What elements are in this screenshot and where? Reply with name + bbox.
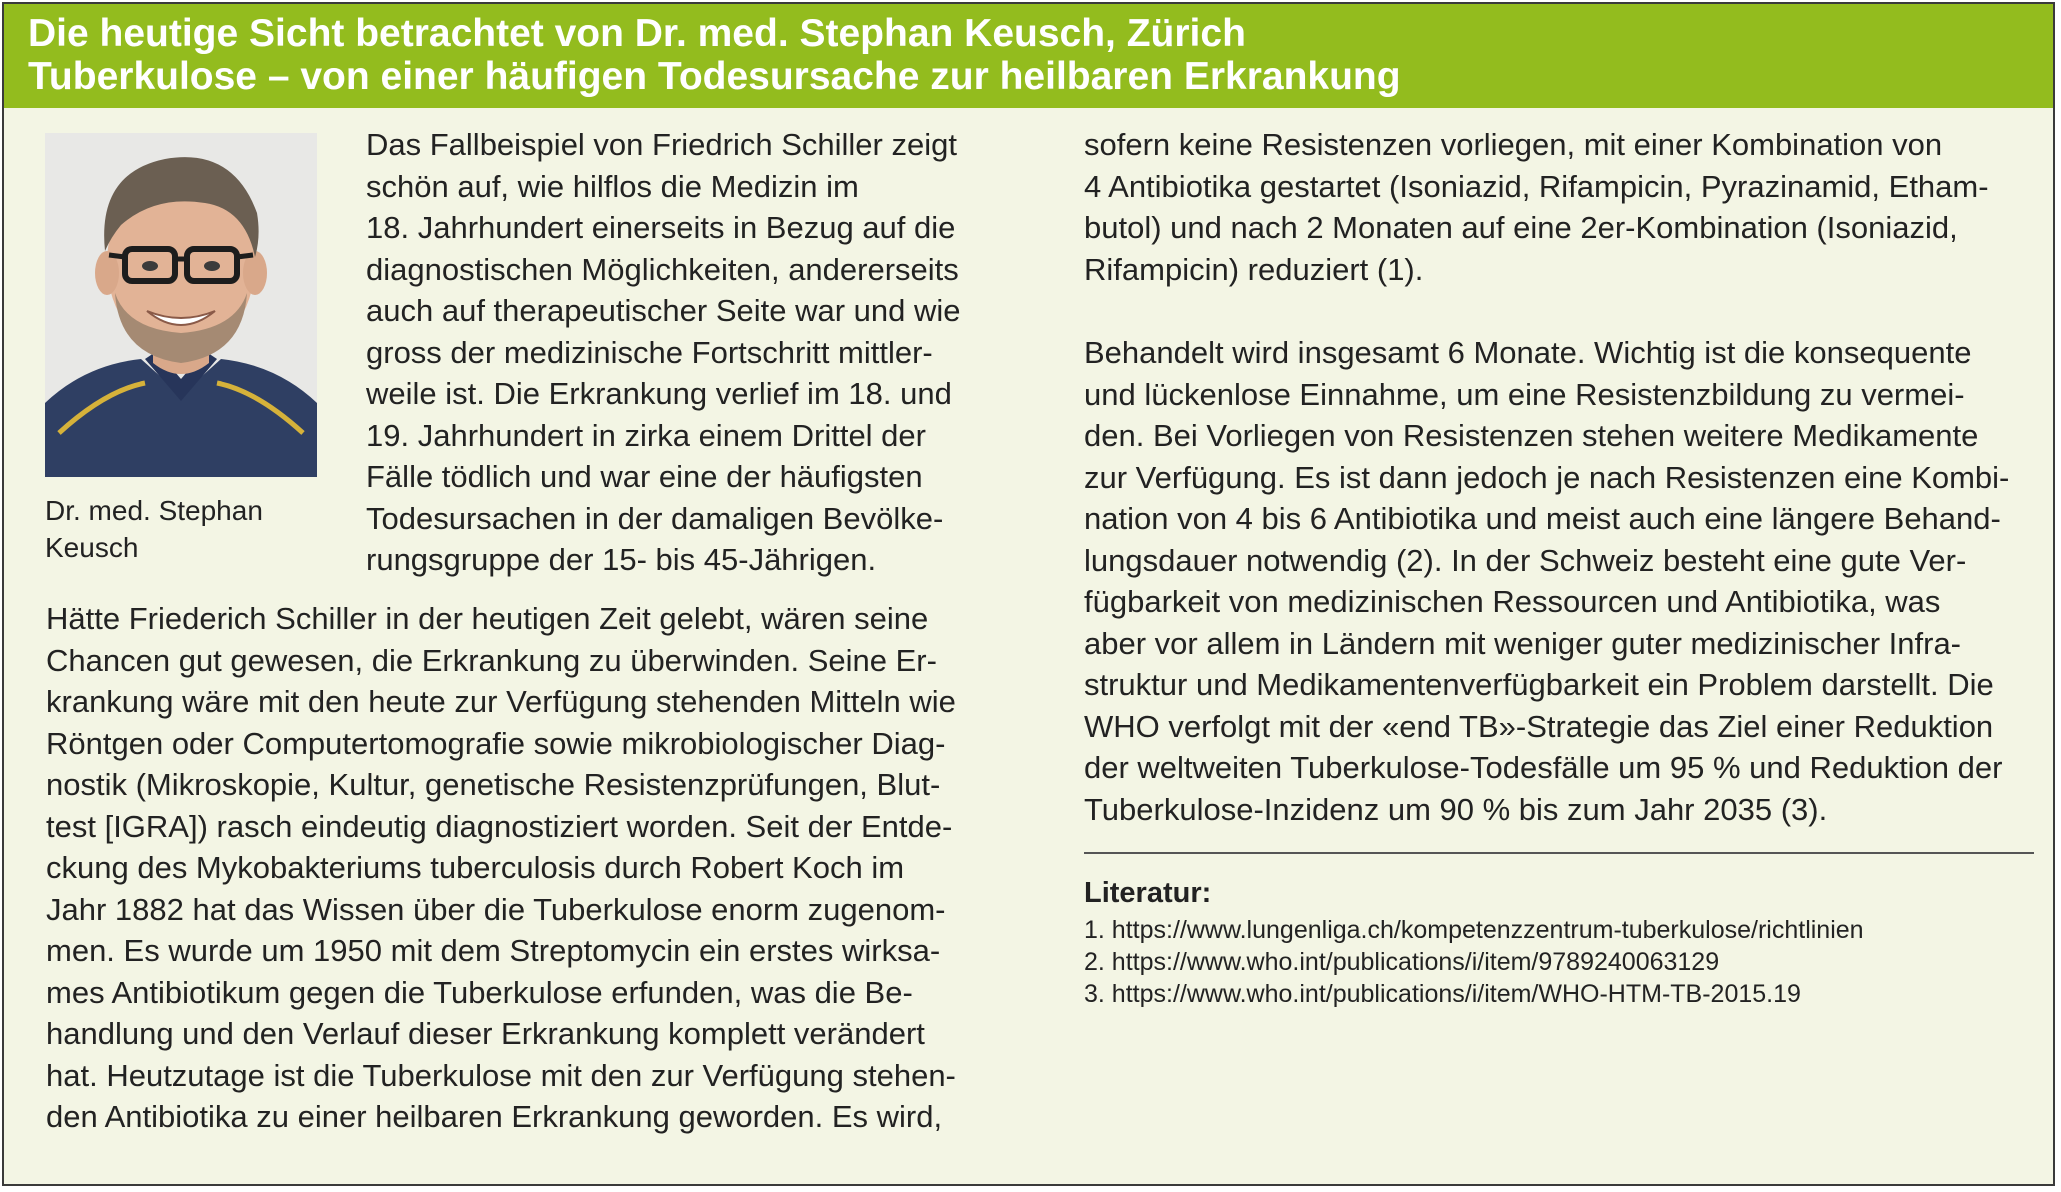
text-line: Das Fallbeispiel von Friedrich Schiller zeigt — [366, 127, 957, 162]
photo-caption — [45, 492, 263, 566]
text-line: struktur und Medikamentenverfügbarkeit ein Problem darstellt. Die — [1084, 667, 1994, 702]
text-line: aber vor allem in Ländern mit weniger guter medizinischer Infra- — [1084, 625, 1962, 661]
text-line: fügbarkeit von medizinischen Ressourcen und Antibiotika, was — [1084, 584, 1941, 619]
text-line: auch auf therapeutischer Seite war und wie — [366, 293, 961, 328]
text-line: hat. Heutzutage ist die Tuberkulose mit den zur Verfügung stehen- — [46, 1057, 956, 1093]
text-line: butol) und nach 2 Monaten auf eine 2er-Kombination (Isoniazid, — [1084, 210, 1958, 245]
text-line: Behandelt wird insgesamt 6 Monate. Wichtig ist die konsequente — [1084, 335, 1972, 370]
text-line: 19. Jahrhundert in zirka einem Drittel der — [366, 417, 926, 453]
caption-line: Dr. med. Stephan — [45, 495, 263, 526]
text-line: 18. Jahrhundert einerseits in Bezug auf die — [366, 210, 956, 245]
literature-link[interactable]: 2. https://www.who.int/publications/i/item/9789240063129 — [1084, 948, 1720, 976]
portrait-photo — [45, 133, 317, 477]
text-line: Röntgen oder Computertomografie sowie mikrobiologischer Diag- — [46, 725, 946, 761]
text-line: Todesursachen in der damaligen Bevölke- — [366, 500, 944, 536]
text-line: nostik (Mikroskopie, Kultur, genetische Resistenzprüfungen, Blut- — [46, 767, 941, 802]
literature-link[interactable]: 3. https://www.who.int/publications/i/item/WHO-HTM-TB-2015.19 — [1084, 980, 1801, 1008]
literature-list — [1084, 914, 1864, 1010]
text-line: den. Bei Vorliegen von Resistenzen stehen weitere Medikamente — [1084, 418, 1979, 453]
text-line: gross der medizinische Fortschritt mittler- — [366, 334, 933, 370]
text-line: WHO verfolgt mit der «end TB»-Strategie das Ziel einer Reduktion — [1084, 708, 1994, 744]
text-line: zur Verfügung. Es ist dann jedoch je nach Resistenzen eine Kombi- — [1084, 459, 2010, 495]
text-line: test [IGRA]) rasch eindeutig diagnostiziert worden. Seit der Entde- — [46, 808, 953, 844]
text-line: rungsgruppe der 15- bis 45-Jährigen. — [366, 542, 877, 577]
literature-link[interactable]: 1. https://www.lungenliga.ch/kompetenzzentrum-tuberkulose/richtlinien — [1084, 916, 1864, 944]
text-line: sofern keine Resistenzen vorliegen, mit einer Kombination von — [1084, 127, 1943, 162]
text-line: handlung und den Verlauf dieser Erkrankung komplett verändert — [46, 1016, 925, 1051]
text-line: mes Antibiotikum gegen die Tuberkulose erfunden, was die Be- — [46, 974, 913, 1010]
text-line: den Antibiotika zu einer heilbaren Erkrankung geworden. Es wird, — [46, 1099, 943, 1134]
caption-line: Keusch — [45, 532, 139, 563]
intro-paragraph — [366, 124, 961, 581]
text-line: 4 Antibiotika gestartet (Isoniazid, Rifampicin, Pyrazinamid, Etham- — [1084, 168, 1989, 204]
header-title-line1: Die heutige Sicht betrachtet von Dr. med. Stephan Keusch, Zürich — [28, 12, 1246, 55]
text-line: Fälle tödlich und war eine der häufigsten — [366, 459, 923, 494]
text-line: men. Es wurde um 1950 mit dem Streptomycin ein erstes wirksa- — [46, 933, 941, 968]
text-line: lungsdauer notwendig (2). In der Schweiz besteht eine gute Ver- — [1084, 542, 1967, 578]
text-line: Chancen gut gewesen, die Erkrankung zu überwinden. Seine Er- — [46, 642, 937, 678]
text-line: und lückenlose Einnahme, um eine Resistenzbildung zu vermei- — [1084, 376, 1965, 412]
text-line: krankung wäre mit den heute zur Verfügung stehenden Mitteln wie — [46, 684, 956, 719]
text-line: schön auf, wie hilflos die Medizin im — [366, 168, 859, 204]
therapy-paragraph — [1084, 124, 1989, 290]
literature-heading: Literatur: — [1084, 877, 1212, 909]
text-line: Rifampicin) reduziert (1). — [1084, 251, 1424, 287]
text-line: nation von 4 bis 6 Antibiotika und meist auch eine längere Behand- — [1084, 501, 2001, 536]
text-line: ckung des Mykobakteriums tuberculosis durch Robert Koch im — [46, 850, 905, 885]
literature-divider — [1084, 852, 2034, 854]
diagnosis-paragraph — [46, 598, 956, 1138]
text-line: Tuberkulose-Inzidenz um 90 % bis zum Jahr 2035 (3). — [1084, 791, 1828, 827]
treatment-paragraph — [1084, 332, 2009, 830]
text-line: Jahr 1882 hat das Wissen über die Tuberkulose enorm zugenom- — [46, 891, 946, 927]
text-line: der weltweiten Tuberkulose-Todesfälle um 95 % und Reduktion der — [1084, 750, 2003, 785]
text-line: diagnostischen Möglichkeiten, andererseits — [366, 251, 959, 287]
text-line: weile ist. Die Erkrankung verlief im 18. und — [366, 376, 952, 411]
header-title-line2: Tuberkulose – von einer häufigen Todesursache zur heilbaren Erkrankung — [28, 55, 1401, 98]
header-bar — [4, 4, 2053, 108]
portrait-illustration — [45, 133, 317, 477]
text-line: Hätte Friederich Schiller in der heutigen Zeit gelebt, wären seine — [46, 601, 929, 636]
